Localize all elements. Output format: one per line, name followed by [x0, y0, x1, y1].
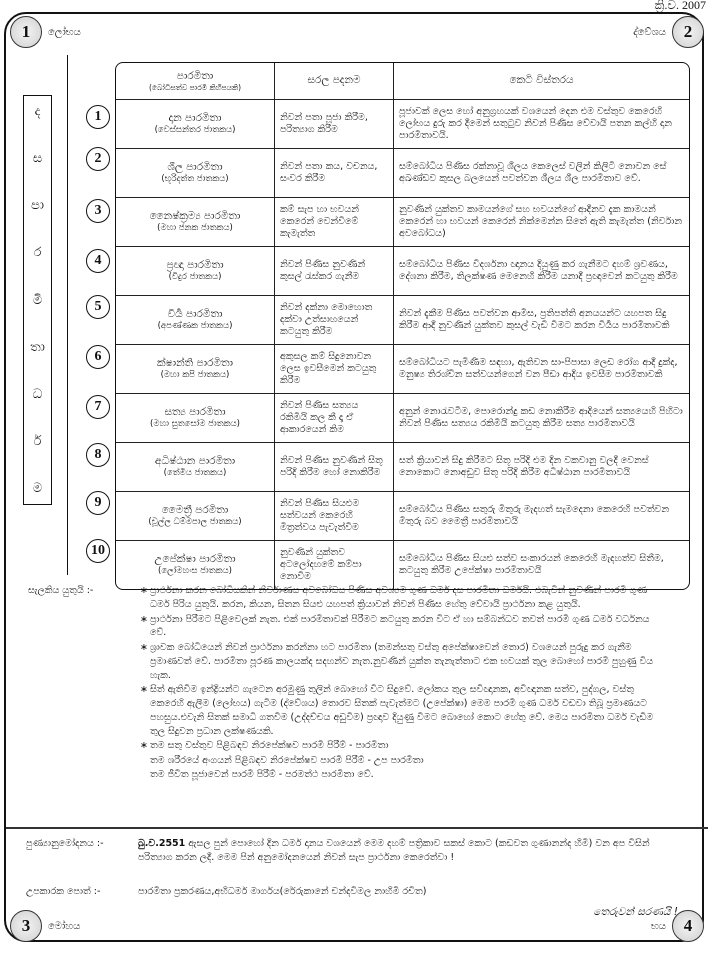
jataka-name: (මහා ජනක ජාතකය) — [157, 223, 233, 234]
reference-text: පාරමිතා ප්‍රකරණය,අභිධර්ම මාර්ගය(රේරුකානේ චන්දවිමල නාහිමි රචිත) — [138, 886, 427, 897]
jataka-name: (චූල්ල ධම්මපාල ජාතකය) — [148, 517, 242, 528]
row-number-badge: 2 — [86, 147, 110, 171]
note-item: ∗ ශ්‍රාවක බෝධියෙන් නිවන් ප්‍රාර්ථනා කරන්නා හට පාරමිතා (තමන්සතු වස්තු අපේක්ෂාවෙන් තොර) වශයෙන් පුරුදු කර ගැනීම ප්‍රමාණවත් වේ. පාරමිතා පූරණ කාලයක්ද සදහන්ව නැත.නුවණින් යුක්ත තැනැත්තාට එක භවයක් තුල බොහෝ පාරමී පුහුණු විය හැක. — [140, 641, 668, 682]
header-name-subtext: (බෝධිසත්ව පාරමී කිහිපයකි) — [148, 82, 241, 92]
corner-1 — [10, 16, 81, 48]
paramita-name: උපේක්ෂා පාරමිතා — [154, 553, 236, 566]
closing-blessing: තෙරුවන් සරණයි ! — [593, 906, 678, 918]
short-description: සම්බෝධිය පිණිස සතුරු මිතුරු මැදහත් සැමදෙනා කෙරෙහි පවත්වන මිතුරු බව මෛත්‍රී පාරමිතාවයි — [394, 492, 689, 541]
paramita-cell — [116, 198, 275, 247]
table-row — [116, 492, 689, 541]
jataka-name: (තේමිය ජාතකය) — [163, 468, 227, 479]
paramita-cell — [116, 541, 275, 589]
paramita-cell — [116, 394, 275, 443]
jataka-name: (අපණ්ණක ජාතකය) — [157, 321, 233, 332]
paramita-cell — [116, 100, 275, 149]
paramita-cell — [116, 443, 275, 492]
note-line: තම ශරීරයේ අංගයන් පිළිබඳව නිරපේක්ෂව පාරමී පිරීම් - උප පාරමිතා — [150, 755, 424, 767]
jataka-name: (භූරිදත්ත ජාතකය) — [161, 174, 229, 185]
paramita-name: ක්ෂාන්ති පාරමිතා — [157, 357, 233, 370]
paramita-name: අධිෂ්ඨාන පාරමිතා — [154, 455, 236, 468]
short-description: පූජාවක් ලෙස හෝ අනුග්‍රහයක් වශයෙන් දෙන එම වස්තුව කෙරෙහි ලෝභය දුරු කර දීමෙන් සතුටුව නිවන් පිණිස වේවායි පතන කල්හි දාන පාරමිතාවයි. — [394, 100, 689, 149]
vertical-title-char: ර — [33, 245, 42, 261]
note-item-paramita-types: ∗ තම සතු වස්තුව පිළිබඳව නිරපේක්ෂව පාරමී පිරීම් - පාරමිතා — [140, 739, 668, 753]
corner-label: ද්වේශය — [633, 26, 666, 38]
simple-basis: නිවන් පිණිස නුවණින් කුසල් රැස්කර ගැනීම — [275, 247, 394, 296]
corner-number-badge: 2 — [672, 16, 704, 48]
short-description: සත් ක්‍රියාවන් සිදු කිරීමට සිතූ පරිදි එම දින වකවානු වලදී වෙනස් නොකොට නොඅඩුව සිතූ පරිදි කිරීම අධිෂ්ඨාන පාරමිතාවයි — [394, 443, 689, 492]
table-row — [116, 443, 689, 492]
notes-label: සැලකිය යුතුයි :- — [28, 585, 94, 596]
jataka-name: (වෙස්සන්තර ජාතකය) — [154, 125, 236, 136]
jataka-name: (විදුර ජාතකය) — [168, 272, 222, 283]
paramita-name: වීර්‍ය පාරමිතා — [167, 308, 223, 321]
corner-label: මෝහය — [48, 920, 81, 932]
short-description: නුවණින් යුක්තව කාමයන්ගේ සහ භවයන්ගේ ආදීනව දැක කාමයන් කෙරෙන් හා භවයන් කෙරෙන් නික්මෙන්න සිතේ ඇති කැමැත්ත (නිර්වාන අවබෝධය) — [394, 198, 689, 247]
row-number-badge: 4 — [86, 249, 110, 273]
note-line: තම ජීවිත පූජාවෙන් පාරමී පිරීම් - පරමත්ථ පාරමිතා වේ. — [150, 768, 374, 780]
buddhist-era-year: බු.ව.2551 — [138, 838, 186, 849]
table-row — [116, 247, 689, 296]
paramita-cell — [116, 296, 275, 345]
paramita-cell — [116, 149, 275, 198]
vertical-title-char: තා — [30, 339, 45, 355]
table-row — [116, 296, 689, 345]
vertical-title-char: ර් — [33, 433, 42, 449]
vertical-title-char: ද — [34, 104, 41, 119]
row-number-badge: 6 — [86, 345, 110, 369]
paramita-cell — [116, 492, 275, 541]
vertical-title-char: ස — [32, 151, 43, 167]
vertical-title-box — [23, 95, 52, 505]
corner-2 — [633, 16, 704, 48]
header-name-text: පාරමිතා — [176, 69, 214, 82]
merit-text: ඇසල පුන් පොහෝ දින ධර්ම දානය වශයෙන් මෙම දහම් පත්‍රිකාව සකස් කොට (කඩවත ගුණානන්ද හිමි) වන අප විසින් පරිත්‍යාග කරන ලදී. මෙම පින් අනුමෝදනයෙන් නිවන් සැප ප්‍රාර්ථනා කෙරෙත්වා ! — [138, 838, 650, 864]
simple-basis: නිවන් දක්නා මොහොත දක්වා උත්සාහයෙන් කටයුතු කිරීම — [275, 296, 394, 345]
vertical-title-char: මි — [32, 292, 43, 308]
paramita-name: මෛත්‍රී පරමිතා — [161, 504, 229, 517]
corner-3 — [10, 910, 80, 942]
simple-basis: නිවන් පතා කය, වචනය, සංවර කිරීම — [275, 149, 394, 198]
row-number-badge: 3 — [86, 199, 110, 223]
table-row — [116, 345, 689, 394]
merit-label: පුණ්‍යානුමෝදනය :- — [26, 838, 104, 849]
reference-label: උපකාරක පොත් :- — [26, 886, 101, 897]
table-header-row — [116, 63, 689, 100]
jataka-name: (මහා කපි ජාතකය) — [160, 370, 230, 381]
year-label: ක්‍රි.ව. 2007 — [654, 0, 706, 12]
vertical-title-char: ධ — [32, 386, 43, 402]
note-item: ∗ ප්‍රාර්ථනා කරන බෝධියකින් නිර්වාණය අවබෝධය පිණිස අවශ්‍යම ගුණ ධර්ම දස පාරමිතා ධර්මයි. එබැවින් නුවණින් පාරමී ගුණ ධර්ම පිරිය යුතුයි. කරන, කියන, සිතන සියළු යහපත් ක්‍රියාවන් නිවන් පිණිස හේතු වේවායි ප්‍රාර්ථනා කළ යුතුයි. — [140, 584, 668, 612]
simple-basis: නුවණින් යුක්තව අටලෝදහමේ කම්පා නොවීම — [275, 541, 394, 589]
table-row — [116, 541, 689, 589]
short-description: සම්බෝධිය පිණිස සියළු සත්ව සංකාරයන් කෙරෙහි මැදහත්ව සිතීම, කටයුතු කිරීම උපේක්ෂා පාරමිතාවයි — [399, 553, 664, 576]
short-description: නිවන් දැකීම පිණිස පවත්වන ආමිස, ප්‍රතිපත්ති අනයයන්ට යහපත සිදු කිරීම ආදී නුවණින් යුක්තව කුසල් වැඩි වීමට කරන වීර්‍යය පාරමිතාවකි — [394, 296, 689, 345]
simple-basis: නිවන් පිණිස සියළුම සත්වයන් කෙරෙහි මිත්‍රත්වය පැවැත්වීම — [275, 492, 394, 541]
corner-label: ලෝභය — [48, 26, 81, 38]
corner-number-badge: 3 — [10, 910, 42, 942]
section-divider — [6, 827, 708, 829]
simple-basis: නිවන් පිණිස නුවණින් සිතූ පරිදි කිරීම හෝ නොකිරීම — [275, 443, 394, 492]
vertical-title-char: ම — [32, 481, 43, 496]
corner-number-badge: 1 — [10, 16, 42, 48]
note-item: ∗ සිත් ඇතිවීම ඉන්ද්‍රියන්ට ගැටෙන අරමුණු තුලින් බොහෝ විට සිදුවේ. ලෝකය තුල සවිඥානක, අවිඥානක සත්ව, පුද්ගල, වස්තු කෙරෙහි ඇලීම (ලෝභය) ගැටීම (ද්වේශය) තොරව සිතක් පැවැත්මට (උපේක්ෂා) මෙම පාරමී ගුණ ධර්ම වඩවා තිබූ ප්‍රමාණයට පහසුය.එවැනි සිතක් සමාධි ගතවීම (උද්දච්චය අඩුවීම) ප්‍රඥාව දියුණු වීමට බොහෝ කොට හේතු වේ. මෙය පාරමිතා ධර්ම වැඩීම තුල සිදුවන ප්‍රධාන ලක්ෂණයකි. — [140, 683, 668, 738]
short-description: අනුන් නොරැවටීම, පොරොන්දු කඩ නොකිරීම ආදියෙන් සත්‍යයෙහි පිහිටා නිවන් පිණිස සත්‍යය රකිමියි කටයුතු කිරීම සත්‍ය පාරමිතාවයි — [394, 394, 689, 443]
row-number-badge: 8 — [86, 443, 110, 467]
vertical-title-char: පා — [30, 198, 45, 214]
paramita-name: සත්‍ය පාරමිතා — [164, 406, 226, 419]
paramita-name: දාන පාරමිතා — [168, 112, 222, 125]
paramita-name: ශීල පාරමිතා — [167, 161, 223, 174]
simple-basis: නිවන් පතා පූජා කිරීම, පරිත්‍යාග කිරීම — [275, 100, 394, 149]
simple-basis: අකුසල කම් සිදුනොවන ලෙස ඉවසීමෙන් කටයුතු කිරීම — [275, 345, 394, 394]
corner-number-badge: 4 — [672, 910, 704, 942]
table-row — [116, 149, 689, 198]
simple-basis: නිවන් පිණිස සත්‍යය රකිමියි කල කී දෑ ඒ ආකාරයෙන් කිම — [275, 394, 394, 443]
table-row — [116, 100, 689, 149]
short-description: සම්බෝධිය පිණිස විදර්ශනා ඥානය දියුණු කර ගැනීමට දහම් ශ්‍රවණය, දේශනා කිරීම, තිලක්ෂණ මෙනෙහි කිරීම යනාදී ප්‍රඥාවෙන් කටයුතු කිරීම — [394, 247, 689, 296]
note-item: ∗ ප්‍රාර්ථනා පිරීමට පිළිවෙලක් නැත. එක් පාරමිතාවක් පිරීමට කටයුතු කරන විට ඒ හා සම්බන්ධව තවත් පාරමී ගුණ ධර්ම වර්ධනය වේ. — [140, 613, 668, 641]
row-number-badge: 10 — [86, 539, 110, 563]
header-description: කෙටි විස්තරය — [394, 63, 689, 100]
table-row — [116, 198, 689, 247]
row-number-badge: 5 — [86, 295, 110, 319]
short-description: සම්බෝධිය පිණිස රක්නාවූ ශීලය කෙලෙස් වලින් කිලිටි නොවන සේ අඛණ්ඩව කුසල බලයෙන් පවත්වන ශීලය ශීල පාරමිතාව වේ. — [394, 149, 689, 198]
merit-dedication — [26, 837, 666, 866]
header-simple: සරල පදනම — [275, 63, 394, 100]
table-row — [116, 394, 689, 443]
notes-section — [28, 584, 668, 782]
paramita-name: ප්‍රඥා පාරමිතා — [166, 259, 224, 272]
short-description: සම්බෝධියට පැමිණීම සඳහා, ඇතිවන සා-පිපාසා ලෙඩ රෝග ආදී දුක්ද, මනුෂ්‍ය තිරශ්චීන සත්වයන්ගෙන් වන පීඩා ආදිය ඉවසීම පාරමිතාවකි — [394, 345, 689, 394]
simple-basis: කම් සැප හා භවයන් කෙරෙන් වෙන්වීමේ කැමැත්ත — [275, 198, 394, 247]
row-number-badge: 9 — [86, 491, 110, 515]
paramita-cell — [116, 345, 275, 394]
jataka-name: (ලෝමහංස ජාතකය) — [158, 566, 232, 577]
corner-label: භය — [650, 920, 666, 932]
row-number-badge: 1 — [86, 105, 110, 129]
header-name — [116, 63, 275, 100]
row-number-badge: 7 — [86, 395, 110, 419]
paramita-cell — [116, 247, 275, 296]
divider-line — [67, 55, 68, 575]
jataka-name: (මහා සුතසෝම ජාතකය) — [150, 419, 240, 430]
paramita-name: නෛෂ්ක්‍රම්‍ය පාරමිතා — [149, 210, 241, 223]
paramita-table — [115, 62, 690, 590]
reference-books — [26, 886, 426, 897]
